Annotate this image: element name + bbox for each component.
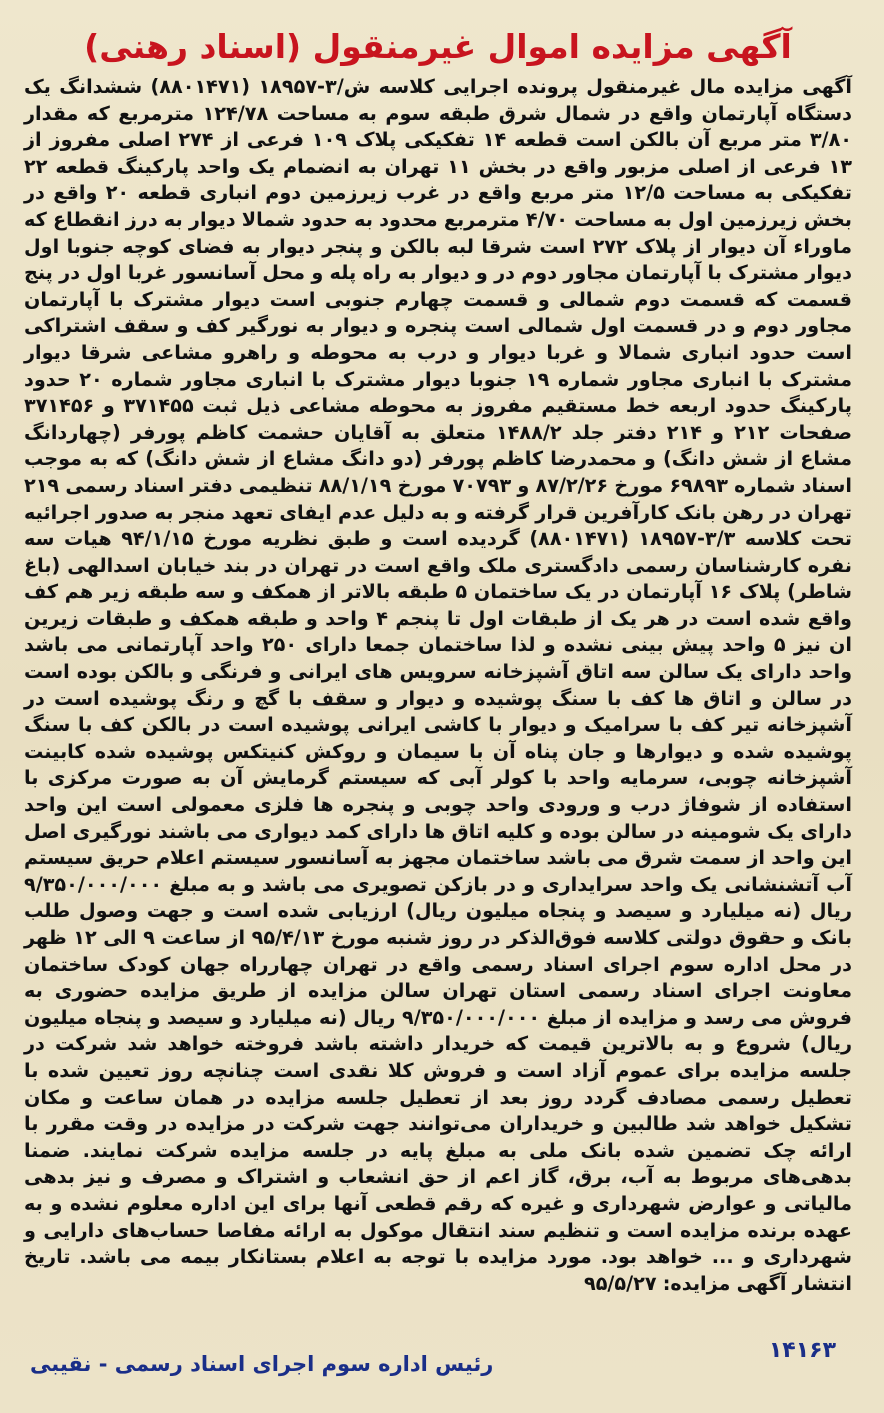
notice-body [24, 74, 852, 1297]
notice-body-text: آگهی مزایده مال غیرمنقول پرونده اجرایی کلاسه ش/۳-۱۸۹۵۷ (۸۸۰۱۴۷۱) ششدانگ یک دستگاه آپارتمان واقع در شمال شرق طبقه سوم به مساحت ۱۲۴/۷۸ مترمربع که مقدار ۳/۸۰ متر مربع آن بالکن است قطعه ۱۴ تفکیکی پلاک ۱۰۹ فرعی از ۲۷۴ اصلی مفروز از ۱۳ فرعی از اصلی مزبور واقع در بخش ۱۱ تهران به انضمام یک واحد پارکینگ قطعه ۲۲ تفکیکی به مساحت ۱۲/۵ متر مربع واقع در غرب زیرزمین دوم انباری قطعه ۲۰ واقع در بخش زیرزمین اول به مساحت ۴/۷۰ مترمربع محدود به حدود شمالا دیوار به درز انقطاع که ماوراء آن دیوار از پلاک ۲۷۲ است شرقا لبه بالکن و پنجر دیوار به فضای کوچه جنوبا اول دیوار مشترک با آپارتمان مجاور دوم در و دیوار به راه پله و محل آسانسور غربا اول در پنج قسمت که قسمت دوم شمالی و قسمت چهارم جنوبی است دیوار مشترک با آپارتمان مجاور دوم و در قسمت اول شمالی است پنجره و دیوار به نورگیر کف و سقف اشتراکی است حدود انباری شمالا و غربا دیوار و درب به محوطه و راهرو مشاعی شرقا دیوار مشترک با انباری مجاور شماره ۱۹ جنوبا دیوار مشترک با انباری مجاور شماره ۲۰ حدود پارکینگ حدود اربعه خط مستقیم مفروز به محوطه مشاعی ذیل ثبت ۳۷۱۴۵۵ و ۳۷۱۴۵۶ صفحات ۲۱۲ و ۲۱۴ دفتر جلد ۱۴۸۸/۲ متعلق به آقایان حشمت کاظم پورفر (چهاردانگ مشاع از شش دانگ) و محمدرضا کاظم پورفر (دو دانگ مشاع از شش دانگ) که به موجب اسناد شماره ۶۹۸۹۳ مورخ ۸۷/۲/۲۶ و ۷۰۷۹۳ مورخ ۸۸/۱/۱۹ تنظیمی دفتر اسناد رسمی ۲۱۹ تهران در رهن بانک کارآفرین قرار گرفته و به دلیل عدم ایفای تعهد منجر به صدور اجرائیه تحت کلاسه ۳/۳-۱۸۹۵۷ (۸۸۰۱۴۷۱) گردیده است و طبق نظریه مورخ ۹۴/۱/۱۵ هیات سه نفره کارشناسان رسمی دادگستری ملک واقع است در تهران در بند خیابان اسدالهی (باغ شاطر) پلاک ۱۶ آپارتمان در یک ساختمان ۵ طبقه بالاتر از همکف و سه طبقه زیر هم کف واقع شده است در هر یک از طبقات اول تا پنجم ۴ واحد و طبقه همکف و طبقات زیرین ان نیز ۵ واحد پیش بینی نشده و لذا ساختمان جمعا دارای ۲۵۰ واحد آپارتمانی می باشد واحد دارای یک سالن سه اتاق آشپزخانه سرویس های ایرانی و فرنگی و بالکن بوده است در سالن و اتاق ها کف با سنگ پوشیده و دیوار و سقف با گچ و رنگ پوشیده است در آشپزخانه تیر کف با سرامیک و دیوار با کاشی ایرانی پوشیده است در بالکن کف با سنگ پوشیده شده و دیوارها و جان پناه آن با سیمان و روکش کنیتکس پوشیده شده کابینت آشپزخانه چوبی، سرمایه واحد با کولر آبی که سیستم گرمایش آن به صورت مرکزی با استفاده از شوفاژ درب و ورودی واحد چوبی و پنجره ها فلزی معمولی است این واحد دارای یک شومینه در سالن بوده و کلیه اتاق ها دارای کمد دیواری می باشند نورگیری اصل این واحد از سمت شرق می باشد ساختمان مجهز به آسانسور سیستم اعلام حریق سیستم آب آتشنشانی یک واحد سرایداری و در بازکن تصویری می باشد و به مبلغ ۹/۳۵۰/۰۰۰/۰۰۰ ریال (نه میلیارد و سیصد و پنجاه میلیون ریال) ارزیابی شده است و جهت وصول طلب بانک و حقوق دولتی کلاسه فوق‌الذکر در روز شنبه مورخ ۹۵/۴/۱۳ از ساعت ۹ الی ۱۲ ظهر در محل اداره سوم اجرای اسناد رسمی واقع در تهران چهارراه جهان کودک ساختمان معاونت اجرای اسناد رسمی استان تهران سالن مزایده از طریق مزایده حضوری به فروش می رسد و مزایده از مبلغ ۹/۳۵۰/۰۰۰/۰۰۰ ریال (نه میلیارد و سیصد و پنجاه میلیون ریال) شروع و به بالاترین قیمت که خریدار داشته باشد فروخته خواهد شد شرکت در جلسه مزایده برای عموم آزاد است و فروش کلا نقدی است چنانچه روز تعیین شده با تعطیل رسمی مصادف گردد روز بعد از تعطیل جلسه مزایده در همان ساعت و مکان تشکیل خواهد شد طالبین و خریداران می‌توانند جهت شرکت در مزایده در وقت مقرر با ارائه چک تضمین شده بانک ملی به مبلغ پایه در جلسه مزایده شرکت نمایند. ضمنا بدهی‌های مربوط به آب، برق، گاز اعم از حق انشعاب و اشتراک و مصرف و نیز بدهی مالیاتی و عوارض شهرداری و غیره که رقم قطعی آنها برای این اداره معلوم نشده و به عهده برنده مزایده است و تنظیم سند انتقال موکول به ارائه مفاصا حساب‌های دارایی و شهرداری و ... خواهد بود. مورد مزایده با توجه به اعلام بستانکار بیمه می باشد. تاریخ انتشار آگهی مزایده: ۹۵/۵/۲۷ [24, 75, 853, 1295]
notice-title: آگهی مزایده اموال غیرمنقول (اسناد رهنی) [84, 27, 792, 66]
notice-signer: رئیس اداره سوم اجرای اسناد رسمی - نقیبی [30, 1352, 494, 1376]
notice-code: ۱۴۱۶۳ [768, 1338, 836, 1363]
